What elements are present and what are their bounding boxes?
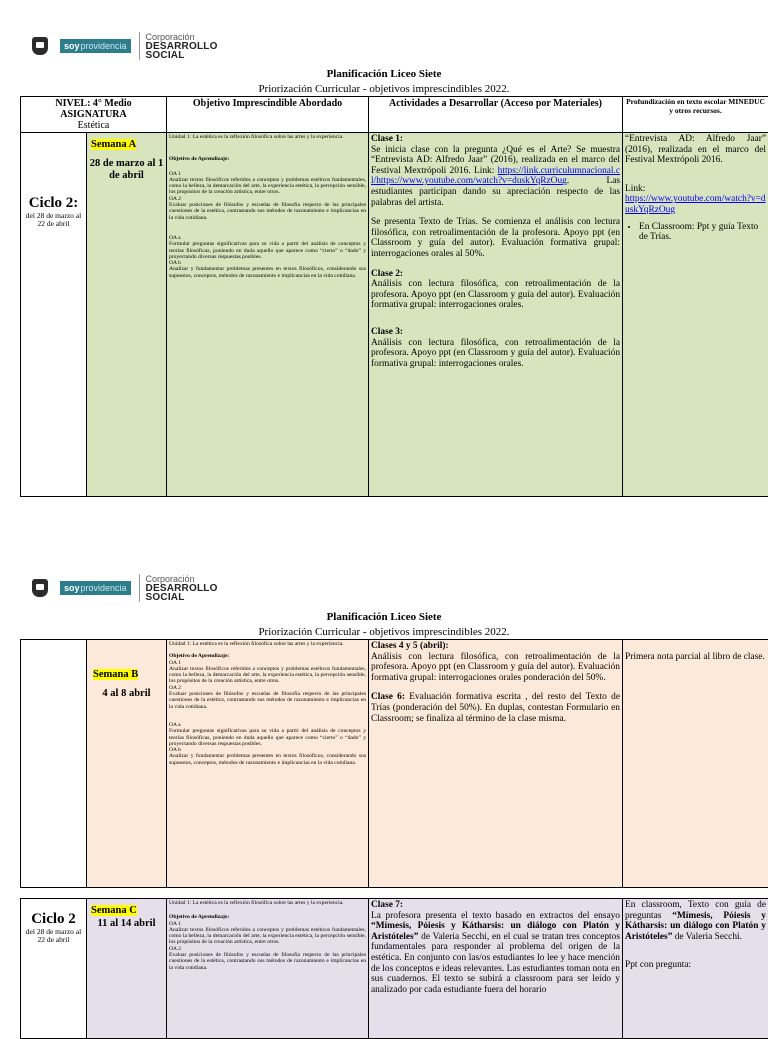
week-b-dates: 4 al 8 abril <box>89 688 164 700</box>
activities-cell-b: Clases 4 y 5 (abril): Análisis con lectura filosófica, con retroalimentación de la profesora. Apoyo ppt (en Classroom y guía del autor). Evaluación formativa grupal: interrogaciones orales ponderación del 50%. Clase 6: Evaluación formativa escrita , del resto del Texto de Trías (ponderación del 50%). En duplas, contestan Formulario en Classroom; se finaliza al término de la clase misma. <box>369 640 623 888</box>
logo-divider <box>139 32 140 60</box>
activities-cell-c: Clase 7: La profesora presenta el texto basado en extractos del ensayo “Mímesis, Póiesis y Kátharsis: un diálogo con Platón y Aristóteles” de Valeria Secchi, en el cual se tratan tres conceptos fundamentales para responder al problema del origen de la estética. En conjunto con las/os estudiantes lo lee y hace mención de los conceptos e ideas relevantes. Las estudiantes toman nota en sus cuadernos. El texto se subirá a classroom para ser leído y analizado por cada estudiante fuera del horario <box>369 899 623 1039</box>
ciclo-cell-c: Ciclo 2 del 28 de marzo al 22 de abril <box>21 899 87 1039</box>
resources-cell-a: “Entrevista AD: Alfredo Jaar” (2016), realizada en el marco del Festival Mextrópoli 2016. Link: https://www.youtube.com/watch?v=duskYqRzOug • En Classroom: Ppt y guía Texto de Trías. <box>623 133 768 497</box>
activities-cell-a: Clase 1: Se inicia clase con la pregunta ¿Qué es el Arte? Se muestra “Entrevista AD: Alfredo Jaar” (2016), realizada en el marco del Festival Mextrópoli 2016. Link: https://link.curriculumnacional.cl/https://www.youtube.com/watch?v=duskYqRzOug. Las estudiantes participan dando su apreciación respecto de las palabras del artista. Se presenta Texto de Trías. Se comienza el análisis con lectura filosófica, con retroalimentación de la profesora. Apoyo ppt (en Classroom y guía del autor). Evaluación formativa grupal: interrogaciones orales al 50%. Clase 2: Análisis con lectura filosófica, con retroalimentación de la profesora. Apoyo ppt (en Classroom y guía del autor). Evaluación formativa grupal: interrogaciones orales. Clase 3: Análisis con lectura filosófica, con retroalimentación de la profesora. Apoyo ppt (en Classroom y guía del autor). Evaluación formativa grupal: interrogaciones orales. <box>369 133 623 497</box>
header-actividades: Actividades a Desarrollar (Acceso por Materiales) <box>369 97 623 133</box>
planning-table-1 <box>20 96 768 497</box>
corporacion-logo: Corporación DESARROLLO SOCIAL <box>146 33 218 60</box>
crest-icon <box>32 579 48 597</box>
page-header <box>32 30 218 62</box>
week-a-label: Semana A <box>91 139 136 150</box>
resource-video-link[interactable]: https://www.youtube.com/watch?v=duskYqRzOug <box>625 194 766 215</box>
corporacion-logo: Corporación DESARROLLO SOCIAL <box>146 575 218 602</box>
page-title-2: Planificación Liceo Siete <box>0 611 768 623</box>
objective-cell-c: Unidad 1: La estética es la reflexión filosófica sobre las artes y la experiencia. Objetivo de Aprendizaje: OA 1 Analizar textos filosóficos referidos a conceptos y problemas estéticos fundamentales, como la belleza, la demarcación del arte, la experiencia estética, la percepción sensible, los propósitos de la creación artística, entre otros. OA 2 Evaluar posiciones de filósofos y escuelas de filosofía respecto de las principales cuestiones de la estética, contrastando sus métodos de razonamiento e implicancias en la vida cotidiana. <box>167 899 369 1039</box>
resources-cell-b: Primera nota parcial al libro de clase. <box>623 640 768 888</box>
week-b-cell <box>87 640 167 888</box>
classroom-bullet: • En Classroom: Ppt y guía Texto de Trías. <box>639 222 766 243</box>
header-nivel: NIVEL: 4° Medio ASIGNATURA Estética <box>21 97 167 133</box>
planning-table-3 <box>20 898 768 1039</box>
page-header-2 <box>32 572 218 604</box>
ciclo-cell: Ciclo 2: del 28 de marzo al 22 de abril <box>21 133 87 497</box>
week-a-cell <box>87 133 167 497</box>
header-objetivo: Objetivo Imprescindible Abordado <box>167 97 369 133</box>
week-c-label: Semana C <box>91 905 137 916</box>
soyprovidencia-logo: soy providencia <box>60 581 131 595</box>
resources-cell-c: En classroom, Texto con guía de preguntas “Mímesis, Póiesis y Kátharsis: un diálogo con Platón y Aristóteles” de Valeria Secchi. Ppt con pregunta: <box>623 899 768 1039</box>
week-a-dates: 28 de marzo al 1 de abril <box>89 158 164 182</box>
soyprovidencia-logo: soy providencia <box>60 39 131 53</box>
week-c-dates: 11 al 14 abril <box>89 918 164 930</box>
clase1-video-link[interactable]: https://link.curriculumnacional.cl/https://www.youtube.com/watch?v=duskYqRzOug <box>371 166 620 187</box>
objective-cell-a: Unidad 1: La estética es la reflexión filosófica sobre las artes y la experiencia. Objetivo de Aprendizaje: OA 1 Analizar textos filosóficos referidos a conceptos y problemas estéticos fundamentales, como la belleza, la demarcación del arte, la experiencia estética, la percepción sensible, los propósitos de la creación artística, entre otros. OA 2 Evaluar posiciones de filósofos y escuelas de filosofía respecto de las principales cuestiones de la estética, contrastando sus métodos de razonamiento e implicancias en la vida cotidiana. OA a Formular preguntas significativas para su vida a partir del análisis de conceptos y teorías filosóficas, poniendo en duda aquello que aparece como “cierto” o “dado” y proyectando diversas respuestas posibles. OA b Analizar y fundamentar problemas presentes en textos filosóficos, considerando sus supuestos, conceptos, métodos de razonamiento e implicancias en la vida cotidiana. <box>167 133 369 497</box>
ciclo-cell-empty <box>21 640 87 888</box>
page-title: Planificación Liceo Siete <box>0 68 768 80</box>
objective-cell-b: Unidad 1: La estética es la reflexión filosófica sobre las artes y la experiencia. Objetivo de Aprendizaje: OA 1 Analizar textos filosóficos referidos a conceptos y problemas estéticos fundamentales, como la belleza, la demarcación del arte, la experiencia estética, la percepción sensible, los propósitos de la creación artística, entre otros. OA 2 Evaluar posiciones de filósofos y escuelas de filosofía respecto de las principales cuestiones de la estética, contrastando sus métodos de razonamiento e implicancias en la vida cotidiana. OA a Formular preguntas significativas para su vida a partir del análisis de conceptos y teorías filosóficas, poniendo en duda aquello que aparece como “cierto” o “dado” y proyectando diversas respuestas posibles. OA b Analizar y fundamentar problemas presentes en textos filosóficos, considerando sus supuestos, conceptos, métodos de razonamiento e implicancias en la vida cotidiana. <box>167 640 369 888</box>
planning-table-2 <box>20 639 768 888</box>
page-subtitle: Priorización Curricular - objetivos imprescindibles 2022. <box>0 83 768 95</box>
logo-divider <box>139 574 140 602</box>
crest-icon <box>32 37 48 55</box>
page-subtitle-2: Priorización Curricular - objetivos imprescindibles 2022. <box>0 626 768 638</box>
unidad-text: Unidad 1: La estética es la reflexión filosófica sobre las artes y la experiencia. <box>169 134 366 140</box>
header-profundizacion: Profundización en texto escolar MINEDUC y otros recursos. <box>623 97 768 133</box>
week-c-cell <box>87 899 167 1039</box>
week-b-label: Semana B <box>93 669 138 680</box>
